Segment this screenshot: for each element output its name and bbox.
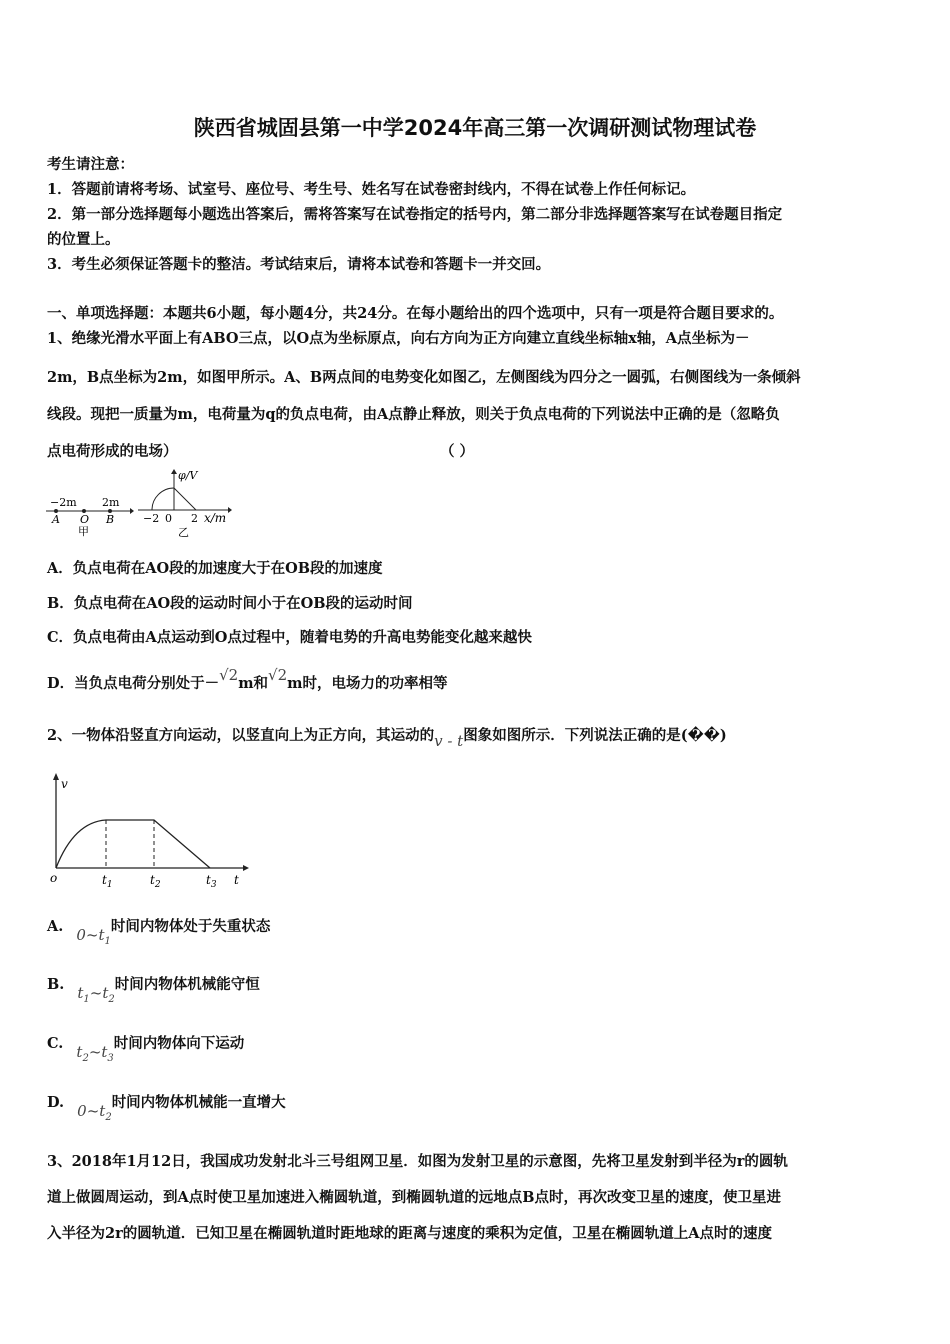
option-text: 时间内物体处于失重状态 [110, 918, 271, 935]
notice-item: 2．第一部分选择题每小题选出答案后，需将答案写在试卷指定的括号内，第二部分非选择题答案写在试卷题目指定 [47, 206, 783, 223]
axis-arrow [228, 507, 232, 513]
option-b: B．负点电荷在AO段的运动时间小于在OB段的运动时间 [47, 595, 413, 612]
answer-paren: (��) [680, 727, 727, 744]
question-2-prefix: 2、一物体沿竖直方向运动，以竖直向上为正方向，其运动的 [47, 727, 435, 744]
option-text: 时间内物体机械能守恒 [114, 976, 260, 993]
t3-label: $t_3$ [206, 873, 217, 890]
point-a-label: A [52, 513, 60, 526]
time-range: $t_1\sim t_2$ [77, 984, 115, 1005]
sqrt-expression: √2 [268, 666, 288, 684]
arc-curve [152, 488, 174, 510]
slope-line [174, 488, 196, 510]
option-d-suffix: m时，电场力的功率相等 [287, 675, 448, 692]
notice-item: 1．答题前请将考场、试室号、座位号、考生号、姓名写在试卷密封线内，不得在试卷上作任何标记。 [47, 181, 696, 198]
option-d-mid: m和 [238, 675, 269, 692]
left-distance-label: −2m [50, 496, 77, 509]
y-axis-label: v [61, 777, 68, 791]
option-d [47, 1091, 286, 1123]
t2-label: $t_2$ [150, 873, 161, 890]
answer-paren: （ ） [440, 443, 475, 460]
axis-arrow [243, 865, 249, 871]
option-d [47, 666, 448, 693]
option-letter: B. [47, 976, 65, 993]
question-3-line: 道上做圆周运动，到A点时使卫星加速进入椭圆轨道，到椭圆轨道的远地点B点时，再次改变卫星的速度，使卫星进 [47, 1189, 782, 1206]
vt-graph [44, 770, 254, 894]
figure-caption: 乙 [178, 526, 189, 539]
option-b [47, 973, 260, 1005]
option-letter: D. [47, 1094, 65, 1111]
time-range: $0\sim t_1$ [76, 926, 111, 947]
point-b-label: B [106, 513, 115, 526]
velocity-curve [56, 820, 210, 868]
tick-label: 0 [165, 512, 172, 525]
axis-arrow [171, 469, 177, 474]
figure-caption: 甲 [78, 525, 89, 538]
origin-label: o [50, 871, 58, 885]
option-text: 时间内物体机械能一直增大 [111, 1094, 286, 1111]
question-1-line: 线段。现把一质量为m，电荷量为q的负点电荷，由A点静止释放，则关于负点电荷的下列说法中正确的是（忽略负 [47, 406, 780, 423]
time-range: $0\sim t_2$ [77, 1102, 112, 1123]
option-d-prefix: D．当负点电荷分别处于－ [47, 675, 220, 692]
option-c [47, 1032, 245, 1064]
option-letter: C. [47, 1035, 64, 1052]
question-2-suffix: 图象如图所示．下列说法正确的是 [463, 727, 681, 744]
x-axis-label: x/m [204, 511, 227, 525]
right-distance-label: 2m [102, 496, 120, 509]
question-1-line: 1、绝缘光滑水平面上有ABO三点，以O点为坐标原点，向右方向为正方向建立直线坐标轴x轴，A点坐标为－ [47, 330, 750, 347]
question-3-line: 3、2018年1月12日，我国成功发射北斗三号组网卫星．如图为发射卫星的示意图，先将卫星发射到半径为r的圆轨 [47, 1153, 788, 1170]
point-o-label: O [80, 513, 90, 526]
option-letter: A. [47, 918, 64, 935]
notice-item: 的位置上。 [47, 231, 120, 248]
page-title: 陕西省城固县第一中学2024年高三第一次调研测试物理试卷 [193, 116, 757, 140]
notice-heading: 考生请注意： [47, 156, 134, 173]
section-heading: 一、单项选择题：本题共6小题，每小题4分，共24分。在每小题给出的四个选项中，只有一项是符合题目要求的。 [47, 305, 784, 322]
question-3-line: 入半径为2r的圆轨道．已知卫星在椭圆轨道时距地球的距离与速度的乘积为定值，卫星在椭圆轨道上A点时的速度 [47, 1225, 772, 1242]
axis-arrow [53, 773, 59, 780]
notice-item: 3．考生必须保证答题卡的整洁。考试结束后，请将本试卷和答题卡一并交回。 [47, 256, 551, 273]
t1-label: $t_1$ [102, 873, 113, 890]
vt-symbol: v - t [434, 732, 464, 750]
option-c: C．负点电荷由A点运动到O点过程中，随着电势的升高电势能变化越来越快 [47, 629, 532, 646]
figure-jia [44, 493, 134, 541]
figure-yi [134, 466, 238, 542]
option-text: 时间内物体向下运动 [113, 1035, 245, 1052]
x-axis-label: t [234, 873, 239, 887]
tick-label: −2 [143, 512, 160, 525]
question-2-stem [47, 724, 727, 750]
tick-label: 2 [191, 512, 198, 525]
time-range: $t_2\sim t_3$ [76, 1043, 114, 1064]
option-a: A．负点电荷在AO段的加速度大于在OB段的加速度 [47, 560, 383, 577]
question-1-line: 2m，B点坐标为2m，如图甲所示。A、B两点间的电势变化如图乙，左侧图线为四分之一圆弧，右侧图线为一条倾斜 [47, 369, 801, 386]
option-a [47, 915, 271, 947]
question-1-line: 点电荷形成的电场） [47, 443, 178, 460]
y-axis-label: φ/V [178, 469, 198, 482]
sqrt-expression: √2 [219, 666, 239, 684]
